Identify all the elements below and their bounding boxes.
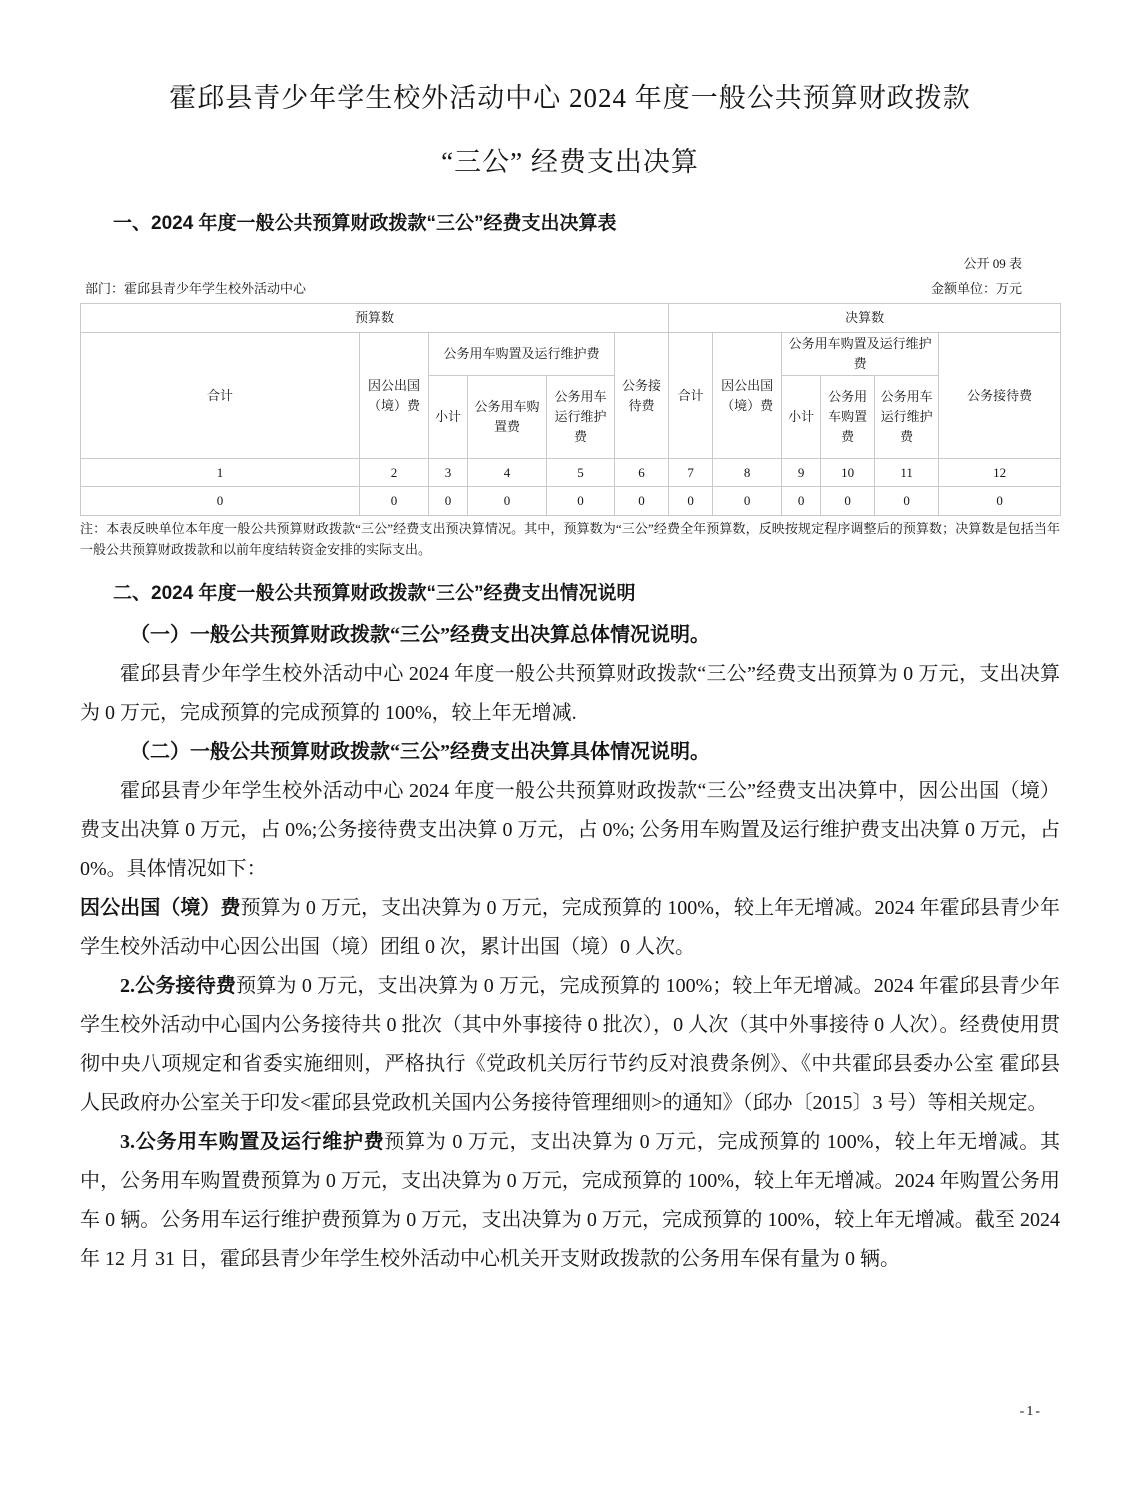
value-cell: 0: [360, 487, 429, 516]
value-cell: 0: [669, 487, 713, 516]
th-final-subtotal: 小计: [782, 376, 821, 459]
item3-paragraph: [80, 1123, 1060, 1279]
value-cell: 0: [782, 487, 821, 516]
th-final-reception: 公务接待费: [939, 333, 1061, 459]
value-cell: 0: [547, 487, 615, 516]
item1-lead: 因公出国（境）费: [80, 897, 241, 919]
sub2-heading: （二）一般公共预算财政拨款“三公”经费支出决算具体情况说明。: [130, 741, 710, 763]
item3-lead: 3.公务用车购置及运行维护费: [120, 1131, 385, 1153]
item2-paragraph: [80, 967, 1060, 1123]
value-cell: 0: [429, 487, 468, 516]
index-cell: 7: [669, 459, 713, 487]
document-title-line1: 霍邱县青少年学生校外活动中心 2024 年度一般公共预算财政拨款: [169, 83, 971, 113]
page-number: -1-: [1019, 1404, 1042, 1419]
index-cell: 3: [429, 459, 468, 487]
item1-text: 预算为 0 万元，支出决算为 0 万元，完成预算的 100%，较上年无增减。2024 年霍邱县青少年学生校外活动中心因公出国（境）团组 0 次，累计出国（境）0 人次。: [80, 897, 1060, 958]
final-group-header: 决算数: [669, 304, 1061, 333]
th-budget-abroad: 因公出国（境）费: [360, 333, 429, 459]
index-cell: 2: [360, 459, 429, 487]
index-cell: 8: [713, 459, 782, 487]
value-cell: 0: [615, 487, 669, 516]
th-final-total: 合计: [669, 333, 713, 459]
table-note: 注：本表反映单位本年度一般公共预算财政拨款“三公”经费支出预决算情况。其中，预算数为“三公”经费全年预算数，反映按规定程序调整后的预算数；决算数是包括当年一般公共预算财政拨款和以前年度结转资金安排的实际支出。: [80, 521, 1060, 557]
index-cell: 11: [875, 459, 939, 487]
document-title-line2: “三公” 经费支出决算: [441, 147, 699, 177]
index-cell: 12: [939, 459, 1061, 487]
section1-heading: 一、2024 年度一般公共预算财政拨款“三公”经费支出决算表: [113, 213, 617, 234]
column-index-row: [81, 459, 1061, 487]
th-final-purchase: 公务用车购置费: [821, 376, 875, 459]
item3-text: 预算为 0 万元，支出决算为 0 万元，完成预算的 100%，较上年无增减。其中，公务用车购置费预算为 0 万元，支出决算为 0 万元，完成预算的 100%，较上年无增减。2024 年购置公务用车 0 辆。公务用车运行维护费预算为 0 万元，支出决算为 0 万元，完成预算的 100%，较上年无增减。截至 2024 年 12 月 31 日，霍邱县青少年学生校外活动中心机关开支财政拨款的公务用车保有量为 0 辆。: [80, 1131, 1060, 1270]
sub2-paragraph: 霍邱县青少年学生校外活动中心 2024 年度一般公共预算财政拨款“三公”经费支出决算中，因公出国（境）费支出决算 0 万元，占 0%;公务接待费支出决算 0 万元，占 0%; 公务用车购置及运行维护费支出决算 0 万元，占 0%。具体情况如下：: [80, 780, 1060, 880]
table-data-row: [81, 487, 1061, 516]
index-cell: 4: [468, 459, 547, 487]
table-meta-row: [80, 280, 1060, 298]
section2-body: [80, 616, 1060, 1279]
th-final-maintenance: 公务用车运行维护费: [875, 376, 939, 459]
section2-heading: 二、2024 年度一般公共预算财政拨款“三公”经费支出情况说明: [113, 583, 636, 604]
th-budget-reception: 公务接待费: [615, 333, 669, 459]
value-cell: 0: [468, 487, 547, 516]
value-cell: 0: [713, 487, 782, 516]
sangong-expense-table: [80, 303, 1061, 516]
sub1-heading: （一）一般公共预算财政拨款“三公”经费支出决算总体情况说明。: [130, 624, 710, 646]
item2-lead: 2.公务接待费: [120, 975, 237, 997]
index-cell: 10: [821, 459, 875, 487]
item1-paragraph: [80, 889, 1060, 967]
th-budget-purchase: 公务用车购置费: [468, 376, 547, 459]
th-budget-subtotal: 小计: [429, 376, 468, 459]
value-cell: 0: [821, 487, 875, 516]
value-cell: 0: [81, 487, 360, 516]
document-content: [80, 0, 1060, 1279]
th-final-vehicle-group: 公务用车购置及运行维护费: [782, 333, 939, 376]
value-cell: 0: [939, 487, 1061, 516]
sheet-number-label: 公开 09 表: [963, 256, 1022, 271]
department-label: 部门：霍邱县青少年学生校外活动中心: [85, 281, 307, 296]
index-cell: 9: [782, 459, 821, 487]
budget-group-header: 预算数: [81, 304, 669, 333]
th-budget-total: 合计: [81, 333, 360, 459]
th-budget-maintenance: 公务用车运行维护费: [547, 376, 615, 459]
table-header-row: [81, 333, 1061, 376]
sub1-paragraph: 霍邱县青少年学生校外活动中心 2024 年度一般公共预算财政拨款“三公”经费支出预算为 0 万元，支出决算为 0 万元，完成预算的完成预算的 100%，较上年无增减.: [80, 663, 1060, 724]
index-cell: 6: [615, 459, 669, 487]
th-budget-vehicle-group: 公务用车购置及运行维护费: [429, 333, 615, 376]
value-cell: 0: [875, 487, 939, 516]
th-final-abroad: 因公出国（境）费: [713, 333, 782, 459]
index-cell: 1: [81, 459, 360, 487]
amount-unit-label: 金额单位：万元: [930, 281, 1022, 296]
table-group-header-row: [81, 304, 1061, 333]
item2-text: 预算为 0 万元，支出决算为 0 万元，完成预算的 100%；较上年无增减。2024 年霍邱县青少年学生校外活动中心国内公务接待共 0 批次（其中外事接待 0 批次），0 人次（其中外事接待 0 人次）。经费使用贯彻中央八项规定和省委实施细则，严格执行《党政机关厉行节约反对浪费条例》、《中共霍邱县委办公室 霍邱县人民政府办公室关于印发<霍邱县党政机关国内公务接待管理细则>的通知》（邱办〔2015〕3 号）等相关规定。: [80, 975, 1061, 1114]
index-cell: 5: [547, 459, 615, 487]
